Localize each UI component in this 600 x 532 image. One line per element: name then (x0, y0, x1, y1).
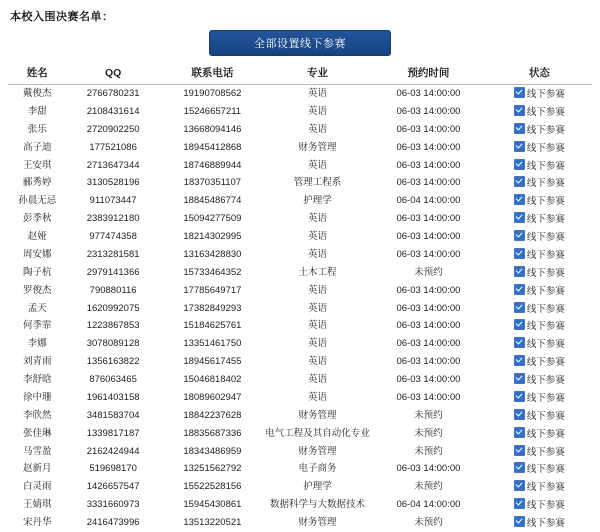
cell-name: 马雪盈 (22, 445, 52, 457)
cell-name: 周安娜 (22, 248, 52, 260)
cell-time: 06-03 14:00:00 (396, 213, 461, 225)
cell-qq: 1223867853 (86, 320, 140, 332)
cell-name: 高子迪 (22, 141, 52, 153)
cell-state (487, 300, 592, 318)
cell-time: 06-03 14:00:00 (396, 356, 461, 368)
state-label: 线下参赛 (526, 339, 565, 351)
cell-phone: 15094277509 (183, 213, 242, 225)
offline-checkbox[interactable] (514, 266, 525, 277)
table-row (8, 264, 592, 282)
column-header-major: 专业 (265, 62, 370, 85)
table-header-row (8, 62, 592, 85)
column-header-name: 姓名 (8, 62, 66, 85)
table-row (8, 443, 592, 461)
cell-name: 郦秀婷 (22, 177, 52, 189)
state-label: 线下参赛 (526, 428, 565, 440)
state-label: 线下参赛 (526, 518, 565, 529)
cell-qq: 1961403158 (86, 391, 140, 403)
cell-name: 陶子杭 (22, 266, 52, 278)
cell-time: 未预约 (414, 445, 443, 457)
cell-time: 06-03 14:00:00 (396, 177, 461, 189)
offline-checkbox[interactable] (514, 105, 525, 116)
state-label: 线下参赛 (526, 249, 565, 261)
cell-time: 未预约 (414, 427, 443, 439)
cell-qq: 3078089128 (86, 338, 140, 350)
cell-state (487, 353, 592, 371)
cell-qq: 2713647344 (86, 159, 140, 171)
cell-name: 王安琪 (22, 159, 52, 171)
table-row (8, 335, 592, 353)
cell-qq: 2108431614 (86, 105, 140, 117)
cell-phone: 18089602947 (183, 391, 242, 403)
cell-major: 英语 (307, 302, 327, 314)
cell-major: 数据科学与大数据技术 (269, 499, 365, 511)
cell-state (487, 264, 592, 282)
cell-state (487, 139, 592, 157)
state-label: 线下参赛 (526, 232, 565, 243)
table-row (8, 514, 592, 532)
cell-major: 英语 (307, 284, 327, 296)
cell-phone: 18370351107 (183, 177, 242, 189)
cell-major: 土木工程 (298, 266, 337, 278)
offline-checkbox[interactable] (514, 159, 525, 170)
cell-state (487, 496, 592, 514)
offline-checkbox[interactable] (514, 391, 525, 402)
table-row (8, 460, 592, 478)
offline-checkbox[interactable] (514, 498, 525, 509)
offline-checkbox[interactable] (514, 409, 525, 420)
cell-name: 李甜 (27, 105, 47, 117)
cell-time: 06-04 14:00:00 (396, 499, 461, 511)
column-header-phone: 联系电话 (160, 62, 265, 85)
offline-checkbox[interactable] (514, 176, 525, 187)
offline-checkbox[interactable] (514, 480, 525, 491)
cell-time: 06-03 14:00:00 (396, 374, 461, 385)
state-label: 线下参赛 (526, 178, 565, 190)
table-row (8, 478, 592, 496)
cell-state (487, 157, 592, 175)
state-label: 线下参赛 (526, 375, 565, 386)
table-row (8, 192, 592, 210)
table-row (8, 121, 592, 139)
cell-name: 李舒晗 (22, 374, 52, 385)
table-row (8, 317, 592, 335)
cell-state (487, 371, 592, 389)
cell-qq: 2313281581 (86, 248, 140, 260)
cell-phone: 19190708562 (183, 88, 242, 99)
offline-checkbox[interactable] (514, 284, 525, 295)
cell-state (487, 85, 592, 103)
state-label: 线下参赛 (526, 196, 565, 208)
state-label: 线下参赛 (526, 357, 565, 369)
table-row (8, 496, 592, 514)
state-label: 线下参赛 (526, 214, 565, 226)
cell-phone: 15046818402 (183, 374, 242, 385)
cell-qq: 2979141366 (86, 266, 140, 278)
cell-major: 英语 (307, 248, 327, 260)
state-label: 线下参赛 (526, 106, 565, 118)
cell-name: 张乐 (27, 123, 47, 135)
table-row (8, 371, 592, 389)
offline-checkbox[interactable] (514, 212, 525, 223)
cell-major: 财务管理 (298, 409, 337, 421)
state-label: 线下参赛 (526, 392, 565, 404)
cell-phone: 18343486959 (183, 445, 242, 457)
cell-qq: 1426657547 (86, 481, 140, 493)
cell-major: 英语 (307, 374, 327, 385)
cell-phone: 13351461750 (183, 338, 242, 350)
page-title: 本校入围决赛名单： (10, 11, 114, 23)
cell-qq: 1356163822 (86, 356, 140, 368)
cell-time: 06-03 14:00:00 (396, 159, 461, 171)
cell-major: 护理学 (303, 481, 332, 493)
cell-time: 未预约 (414, 517, 443, 528)
cell-name: 李娜 (27, 338, 47, 350)
state-label: 线下参赛 (526, 446, 565, 458)
cell-name: 李欣然 (22, 409, 52, 421)
cell-qq: 2162424944 (86, 445, 140, 457)
cell-state (487, 174, 592, 192)
table-row (8, 300, 592, 318)
cell-name: 赵新月 (22, 463, 52, 475)
cell-time: 06-03 14:00:00 (396, 105, 461, 117)
cell-name: 何季霏 (22, 320, 52, 332)
cell-name: 孟天 (27, 302, 47, 314)
cell-major: 财务管理 (298, 517, 337, 528)
state-label: 线下参赛 (526, 142, 565, 154)
state-label: 线下参赛 (526, 89, 565, 100)
cell-name: 宋丹华 (22, 517, 52, 528)
set-all-offline-button[interactable]: 全部设置线下参赛 (209, 30, 391, 56)
cell-state (487, 103, 592, 121)
offline-checkbox[interactable] (514, 445, 525, 456)
table-row (8, 353, 592, 371)
cell-qq: 177521086 (89, 141, 137, 153)
table-row (8, 282, 592, 300)
cell-major: 管理工程系 (293, 177, 342, 189)
table-row (8, 425, 592, 443)
offline-checkbox[interactable] (514, 355, 525, 366)
table-row (8, 139, 592, 157)
column-header-time: 预约时间 (370, 62, 487, 85)
cell-state (487, 425, 592, 443)
table-row (8, 157, 592, 175)
cell-phone: 18835687336 (183, 427, 242, 439)
offline-checkbox[interactable] (514, 87, 525, 98)
cell-phone: 15246657211 (183, 105, 242, 117)
offline-checkbox[interactable] (514, 194, 525, 205)
offline-checkbox[interactable] (514, 319, 525, 330)
roster-table (8, 62, 592, 532)
cell-time: 06-03 14:00:00 (396, 302, 461, 314)
cell-state (487, 317, 592, 335)
cell-phone: 18945412868 (183, 141, 242, 153)
cell-phone: 18746889944 (183, 159, 242, 171)
cell-major: 英语 (307, 159, 327, 171)
cell-name: 王婧琪 (22, 499, 52, 511)
cell-time: 06-03 14:00:00 (396, 88, 461, 99)
cell-qq: 3481583704 (86, 409, 140, 421)
offline-checkbox[interactable] (514, 462, 525, 473)
offline-checkbox[interactable] (514, 427, 525, 438)
table-row (8, 174, 592, 192)
cell-major: 英语 (307, 105, 327, 117)
cell-state (487, 407, 592, 425)
cell-phone: 17785649717 (183, 284, 242, 296)
cell-phone: 13513220521 (183, 517, 242, 528)
cell-time: 06-04 14:00:00 (396, 195, 461, 207)
cell-time: 06-03 14:00:00 (396, 284, 461, 296)
cell-qq: 2766780231 (86, 88, 140, 99)
cell-qq: 1339817187 (86, 427, 140, 439)
cell-major: 英语 (307, 391, 327, 403)
cell-time: 未预约 (414, 266, 443, 278)
cell-qq: 3130528196 (86, 177, 140, 189)
table-row (8, 103, 592, 121)
cell-major: 英语 (307, 88, 327, 99)
cell-major: 英语 (307, 338, 327, 350)
column-header-qq: QQ (66, 62, 159, 85)
cell-name: 彭季秋 (22, 213, 52, 225)
cell-major: 英语 (307, 356, 327, 368)
state-label: 线下参赛 (526, 500, 565, 512)
cell-time: 06-03 14:00:00 (396, 463, 461, 475)
cell-phone: 13163428830 (183, 248, 242, 260)
offline-checkbox[interactable] (514, 248, 525, 259)
offline-checkbox[interactable] (514, 230, 525, 241)
table-row (8, 210, 592, 228)
cell-time: 06-03 14:00:00 (396, 141, 461, 153)
cell-time: 06-03 14:00:00 (396, 123, 461, 135)
state-label: 线下参赛 (526, 124, 565, 136)
offline-checkbox[interactable] (514, 141, 525, 152)
cell-qq: 876063465 (89, 374, 137, 385)
cell-state (487, 443, 592, 461)
state-label: 线下参赛 (526, 303, 565, 315)
state-label: 线下参赛 (526, 482, 565, 494)
toolbar (8, 30, 592, 56)
cell-time: 未预约 (414, 481, 443, 493)
cell-phone: 13668094146 (183, 123, 242, 135)
cell-name: 戴俊杰 (22, 88, 52, 99)
cell-name: 张佳琳 (22, 427, 52, 439)
cell-qq: 2416473996 (86, 517, 140, 528)
cell-name: 赵娅 (27, 231, 47, 242)
cell-qq: 1620992075 (86, 302, 140, 314)
table-row (8, 407, 592, 425)
cell-time: 06-03 14:00:00 (396, 391, 461, 403)
cell-time: 06-03 14:00:00 (396, 248, 461, 260)
table-row (8, 228, 592, 246)
cell-state (487, 460, 592, 478)
cell-phone: 13251562792 (183, 463, 242, 475)
cell-major: 护理学 (303, 195, 332, 207)
cell-major: 财务管理 (298, 141, 337, 153)
cell-qq: 3331660973 (86, 499, 140, 511)
cell-major: 电子商务 (298, 463, 337, 475)
state-label: 线下参赛 (526, 321, 565, 333)
cell-time: 06-03 14:00:00 (396, 320, 461, 332)
offline-checkbox[interactable] (514, 337, 525, 348)
cell-state (487, 282, 592, 300)
cell-state (487, 335, 592, 353)
cell-phone: 15733464352 (183, 266, 242, 278)
offline-checkbox[interactable] (514, 373, 525, 384)
cell-state (487, 228, 592, 246)
cell-major: 英语 (307, 123, 327, 135)
state-label: 线下参赛 (526, 285, 565, 297)
cell-phone: 18945617455 (183, 356, 242, 368)
cell-phone: 15184625761 (183, 320, 242, 332)
cell-state (487, 121, 592, 139)
cell-qq: 977474358 (89, 231, 137, 242)
state-label: 线下参赛 (526, 160, 565, 172)
cell-qq: 790880116 (89, 284, 137, 296)
cell-time: 06-03 14:00:00 (396, 231, 461, 242)
table-row (8, 389, 592, 407)
cell-major: 英语 (307, 213, 327, 225)
cell-name: 罗俊杰 (22, 284, 52, 296)
cell-time: 06-03 14:00:00 (396, 338, 461, 350)
cell-qq: 2383912180 (86, 213, 140, 225)
cell-name: 徐中珊 (22, 391, 52, 403)
cell-phone: 18842237628 (183, 409, 242, 421)
roster-body (8, 85, 592, 532)
table-row (8, 85, 592, 103)
cell-qq: 519698170 (89, 463, 137, 475)
offline-checkbox[interactable] (514, 302, 525, 313)
table-row (8, 246, 592, 264)
cell-name: 白灵雨 (22, 481, 52, 493)
offline-checkbox[interactable] (514, 123, 525, 134)
offline-checkbox[interactable] (514, 516, 525, 527)
cell-name: 孙晨无忌 (18, 195, 57, 207)
cell-major: 英语 (307, 320, 327, 332)
cell-state (487, 478, 592, 496)
cell-major: 英语 (307, 231, 327, 242)
cell-state (487, 514, 592, 532)
state-label: 线下参赛 (526, 410, 565, 422)
cell-qq: 2720902250 (86, 123, 140, 135)
cell-qq: 911073447 (89, 195, 137, 207)
column-header-state: 状态 (487, 62, 592, 85)
cell-phone: 17382849293 (183, 302, 242, 314)
cell-state (487, 389, 592, 407)
cell-major: 财务管理 (298, 445, 337, 457)
cell-major: 电气工程及其自动化专业 (265, 427, 370, 439)
state-label: 线下参赛 (526, 464, 565, 476)
cell-state (487, 210, 592, 228)
state-label: 线下参赛 (526, 267, 565, 279)
cell-state (487, 192, 592, 210)
cell-name: 刘青雨 (22, 356, 52, 368)
cell-phone: 15945430861 (183, 499, 242, 511)
cell-phone: 18214302995 (183, 231, 242, 242)
cell-phone: 15522528156 (183, 481, 242, 493)
cell-state (487, 246, 592, 264)
cell-phone: 18845486774 (183, 195, 242, 207)
cell-time: 未预约 (414, 409, 443, 421)
